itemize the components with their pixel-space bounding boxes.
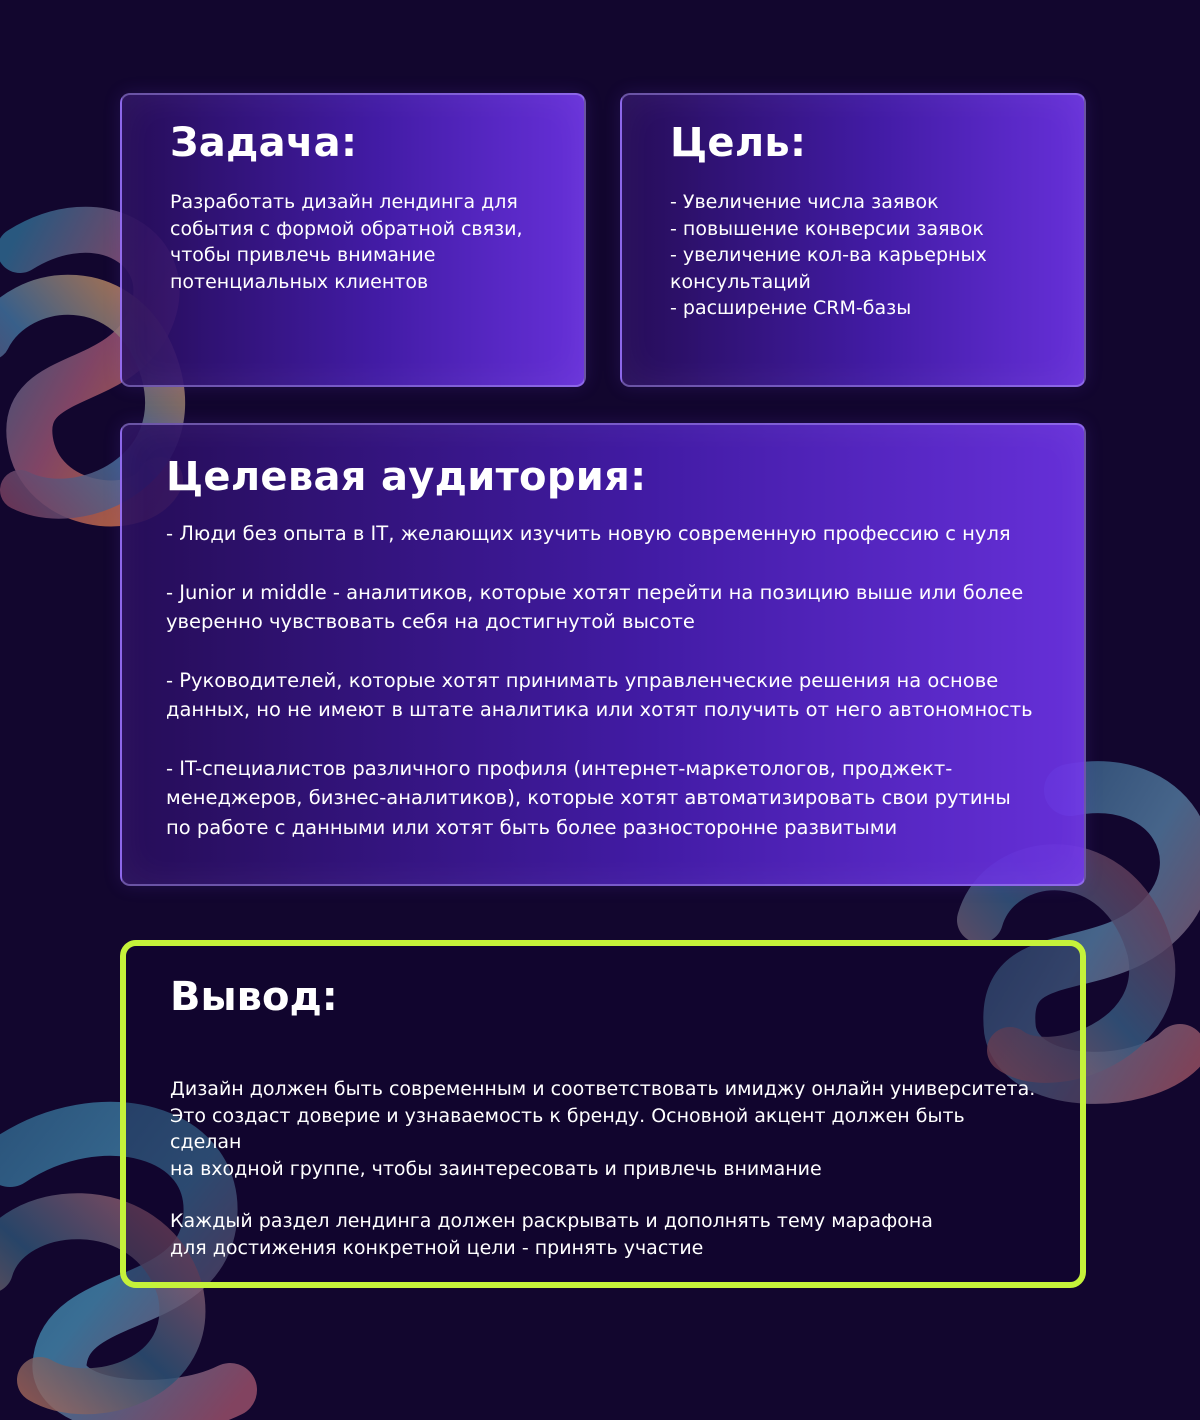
goal-card bbox=[620, 93, 1086, 387]
audience-list bbox=[166, 519, 1040, 842]
conclusion-card bbox=[120, 940, 1086, 1288]
goal-item: - увеличение кол-ва карьерных консультаций bbox=[670, 244, 987, 293]
audience-item: - Junior и middle - аналитиков, которые хотят перейти на позицию выше или более уверенно чувствовать себя на достигнутой высоте bbox=[166, 580, 1024, 633]
task-title: Задача: bbox=[170, 120, 358, 166]
audience-item: - Руководителей, которые хотят принимать управленческие решения на основе данных, но не имеют в штате аналитика или хотят получить от него автономность bbox=[166, 668, 1033, 721]
conclusion-paragraph: Дизайн должен быть современным и соответствовать имиджу онлайн университета. Это создаст доверие и узнаваемость к бренду. Основной акцент должен быть сделан на входной группе, чтобы заинтересовать и привлечь внимание bbox=[170, 1078, 1036, 1180]
goal-list bbox=[670, 189, 1036, 322]
conclusion-title: Вывод: bbox=[170, 974, 338, 1020]
audience-card bbox=[120, 423, 1086, 886]
goal-item: - расширение CRM-базы bbox=[670, 297, 912, 319]
conclusion-paragraph: Каждый раздел лендинга должен раскрывать и дополнять тему марафона для достижения конкретной цели - принять участие bbox=[170, 1210, 933, 1259]
goal-item: - Увеличение числа заявок bbox=[670, 191, 939, 213]
goal-item: - повышение конверсии заявок bbox=[670, 217, 984, 240]
conclusion-text bbox=[170, 1076, 1036, 1261]
task-card bbox=[120, 93, 586, 387]
audience-item: - IT-специалистов различного профиля (интернет-маркетологов, проджект-менеджеров, бизнес-аналитиков), которые хотят автоматизировать свои рутины по работе с данными или хотят быть более разносторонне развитыми bbox=[166, 756, 1011, 839]
goal-title: Цель: bbox=[670, 120, 807, 166]
task-text: Разработать дизайн лендинга для события с формой обратной связи, чтобы привлечь внимание потенциальных клиентов bbox=[170, 191, 523, 293]
audience-title: Целевая аудитория: bbox=[166, 454, 647, 500]
audience-item: - Люди без опыта в IT, желающих изучить новую современную профессию с нуля bbox=[166, 522, 1011, 545]
